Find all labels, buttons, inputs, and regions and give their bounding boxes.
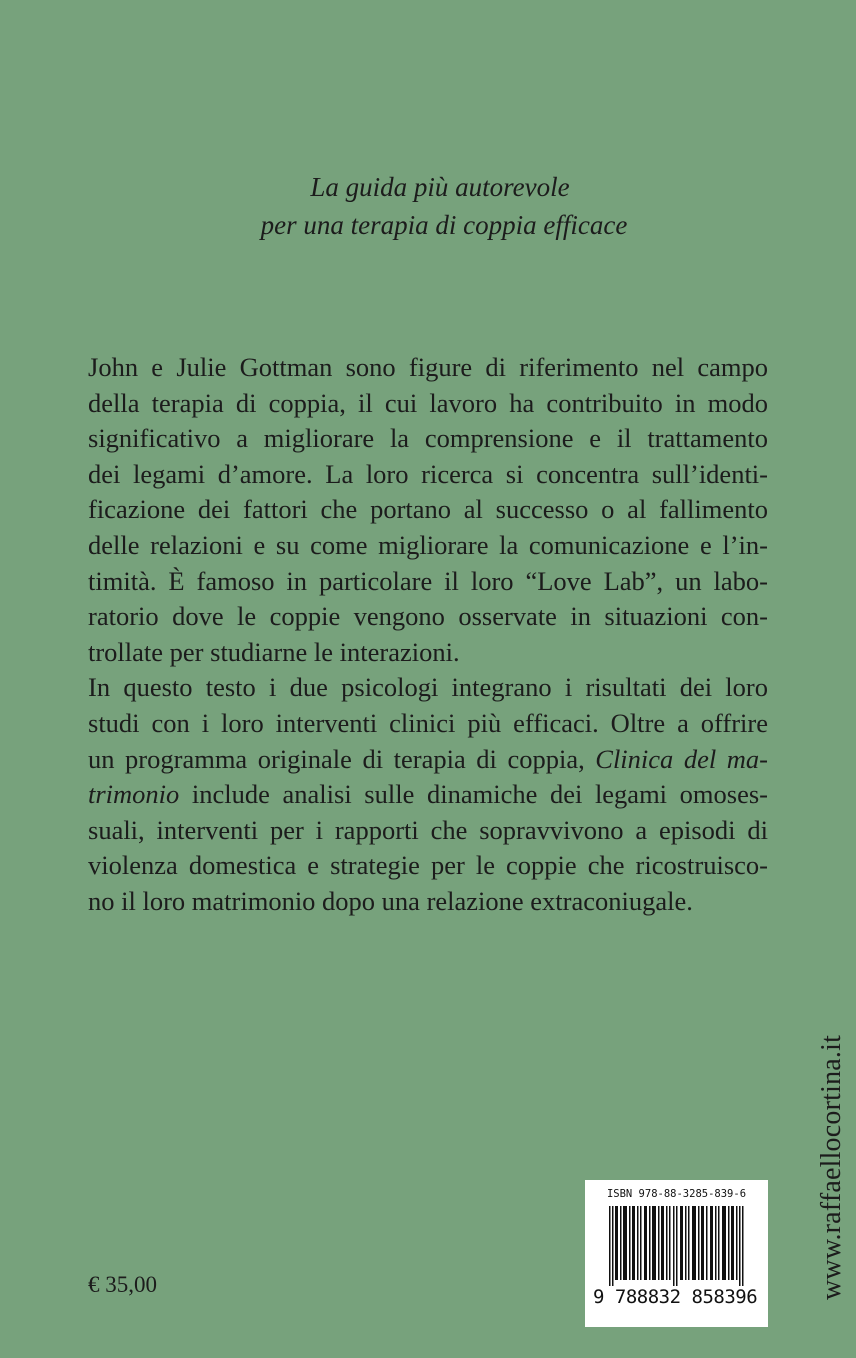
ean-left-group: 788832: [614, 1286, 681, 1308]
description-line: significativo a migliorare la comprensione e il trattamento: [88, 423, 768, 454]
description-line: trollate per studiarne le interazioni.: [88, 636, 460, 667]
tagline-line-2: per una terapia di coppia efficace: [260, 210, 628, 240]
description-line: dei legami d’amore. La loro ricerca si concentra sull’identi-: [88, 458, 768, 489]
description-line: [88, 742, 768, 778]
ean-first-digit: 9: [593, 1286, 604, 1308]
description-line: John e Julie Gottman sono figure di riferimento nel campo: [88, 352, 768, 382]
tagline: [0, 168, 856, 244]
description-text: include analisi sulle dinamiche dei legami omoses-: [179, 779, 768, 810]
barcode-bars: [599, 1206, 757, 1286]
description-line: In questo testo i due psicologi integrano i risultati dei loro: [88, 672, 768, 703]
ean-right-group: 858396: [691, 1286, 758, 1308]
description-line: no il loro matrimonio dopo una relazione extraconiugale.: [88, 885, 693, 916]
book-description: [88, 350, 768, 920]
description-line: ratorio dove le coppie vengono osservate in situazioni con-: [88, 601, 768, 632]
book-title-italic: trimonio: [88, 779, 180, 810]
description-text: un programma originale di terapia di coppia,: [88, 743, 596, 774]
description-line: [88, 777, 768, 813]
price: € 35,00: [88, 1272, 157, 1297]
tagline-line-1: La guida più autorevole: [310, 172, 570, 202]
description-line: violenza domestica e strategie per le coppie che ricostruisco-: [88, 850, 768, 881]
ean-digits: [593, 1286, 763, 1308]
description-line: timità. È famoso in particolare il loro “Love Lab”, un labo-: [88, 565, 768, 596]
isbn-label: ISBN 978-88-3285-839-6: [606, 1188, 747, 1200]
description-line: ficazione dei fattori che portano al successo o al fallimento: [88, 494, 768, 525]
description-line: studi con i loro interventi clinici più efficaci. Oltre a offrire: [88, 707, 768, 738]
book-title-italic: Clinica del ma-: [595, 743, 768, 774]
publisher-website: www.raffaellocortina.it: [816, 1034, 847, 1300]
description-line: della terapia di coppia, il cui lavoro ha contribuito in modo: [88, 387, 768, 418]
barcode: [585, 1180, 768, 1327]
description-line: delle relazioni e su come migliorare la comunicazione e l’in-: [88, 529, 768, 560]
description-line: suali, interventi per i rapporti che sopravvivono a episodi di: [88, 814, 768, 845]
